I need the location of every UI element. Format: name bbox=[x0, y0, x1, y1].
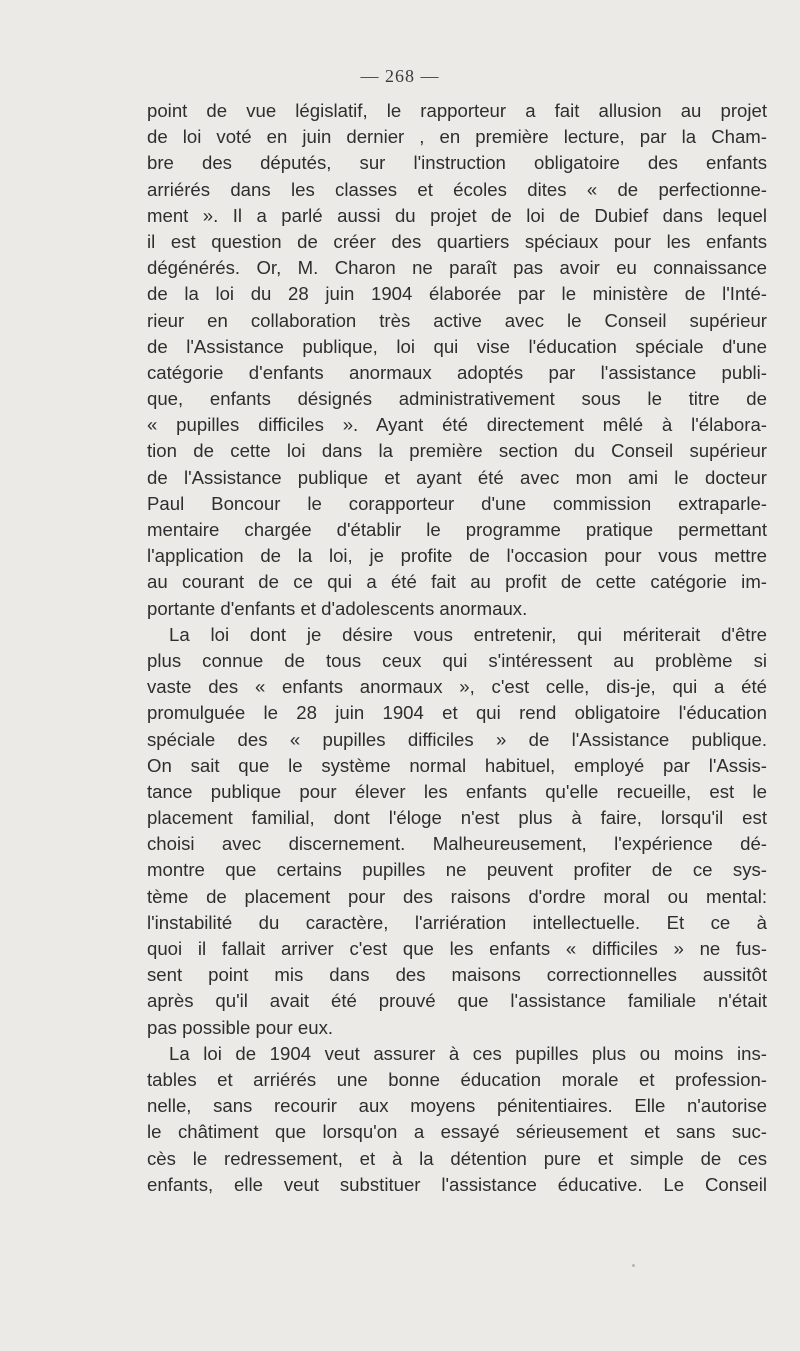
text-line: placement familial, dont l'éloge n'est plus à faire, lorsqu'il est bbox=[147, 807, 767, 829]
text-line: arriérés dans les classes et écoles dites « de perfectionne- bbox=[147, 178, 767, 200]
text-line: cès le redressement, et à la détention pure et simple de ces bbox=[147, 1147, 767, 1169]
text-line: après qu'il avait été prouvé que l'assistance familiale n'était bbox=[147, 990, 767, 1012]
text-line: de loi voté en juin dernier , en première lecture, par la Cham- bbox=[147, 126, 767, 148]
paper-speck bbox=[632, 1264, 635, 1267]
text-line: point de vue législatif, le rapporteur a fait allusion au projet bbox=[147, 100, 767, 121]
text-line: tance publique pour élever les enfants qu'elle recueille, est le bbox=[147, 780, 767, 802]
text-line: au courant de ce qui a été fait au profit de cette catégorie im- bbox=[147, 571, 767, 593]
text-line: tables et arriérés une bonne éducation morale et profession- bbox=[147, 1068, 767, 1090]
text-line: portante d'enfants et d'adolescents anormaux. bbox=[147, 597, 528, 619]
text-line: rieur en collaboration très active avec le Conseil supérieur bbox=[147, 309, 767, 331]
text-line: Paul Boncour le corapporteur d'une commission extraparle- bbox=[147, 492, 767, 514]
text-line: le châtiment que lorsqu'on a essayé sérieusement et sans suc- bbox=[147, 1121, 767, 1143]
text-line: que, enfants désignés administrativement sous le titre de bbox=[147, 388, 767, 410]
text-line: l'application de la loi, je profite de l'occasion pour vous mettre bbox=[147, 545, 767, 567]
text-line: tème de placement pour des raisons d'ordre moral ou mental: bbox=[147, 885, 767, 907]
text-line: catégorie d'enfants anormaux adoptés par l'assistance publi- bbox=[147, 361, 767, 383]
text-line: nelle, sans recourir aux moyens pénitentiaires. Elle n'autorise bbox=[147, 1095, 767, 1117]
text-line: plus connue de tous ceux qui s'intéressent au problème si bbox=[147, 649, 767, 671]
text-line: choisi avec discernement. Malheureusement, l'expérience dé- bbox=[147, 833, 767, 855]
text-line: ment ». Il a parlé aussi du projet de loi de Dubief dans lequel bbox=[147, 204, 767, 226]
text-line: On sait que le système normal habituel, employé par l'Assis- bbox=[147, 754, 767, 776]
text-line: de la loi du 28 juin 1904 élaborée par le ministère de l'Inté- bbox=[147, 283, 767, 305]
text-line: quoi il fallait arriver c'est que les enfants « difficiles » ne fus- bbox=[147, 938, 767, 959]
body-text bbox=[147, 98, 767, 1198]
text-line: de l'Assistance publique, loi qui vise l'éducation spéciale d'une bbox=[147, 335, 767, 357]
text-line: dégénérés. Or, M. Charon ne paraît pas avoir eu connaissance bbox=[147, 257, 767, 279]
page-number: — 268 — bbox=[360, 66, 440, 86]
text-line: l'instabilité du caractère, l'arriération intellectuelle. Et ce à bbox=[147, 911, 767, 933]
text-line: La loi de 1904 veut assurer à ces pupilles plus ou moins ins- bbox=[169, 1042, 767, 1064]
text-line: spéciale des « pupilles difficiles » de l'Assistance publique. bbox=[147, 728, 767, 750]
text-line: sent point mis dans des maisons correctionnelles aussitôt bbox=[147, 964, 767, 986]
text-line: enfants, elle veut substituer l'assistance éducative. Le Conseil bbox=[147, 1173, 767, 1195]
text-line: tion de cette loi dans la première section du Conseil supérieur bbox=[147, 440, 767, 462]
text-line: mentaire chargée d'établir le programme pratique permettant bbox=[147, 519, 767, 540]
text-line: pas possible pour eux. bbox=[147, 1016, 334, 1038]
text-line: de l'Assistance publique et ayant été avec mon ami le docteur bbox=[147, 466, 767, 488]
text-line: vaste des « enfants anormaux », c'est celle, dis-je, qui a été bbox=[147, 676, 767, 698]
text-line: il est question de créer des quartiers spéciaux pour les enfants bbox=[147, 230, 767, 252]
text-line: bre des députés, sur l'instruction obligatoire des enfants bbox=[147, 152, 767, 174]
text-line: La loi dont je désire vous entretenir, qui mériterait d'être bbox=[169, 623, 767, 645]
text-line: montre que certains pupilles ne peuvent profiter de ce sys- bbox=[147, 859, 767, 881]
text-line: « pupilles difficiles ». Ayant été directement mêlé à l'élabora- bbox=[147, 414, 767, 436]
text-line: promulguée le 28 juin 1904 et qui rend obligatoire l'éducation bbox=[147, 702, 767, 724]
